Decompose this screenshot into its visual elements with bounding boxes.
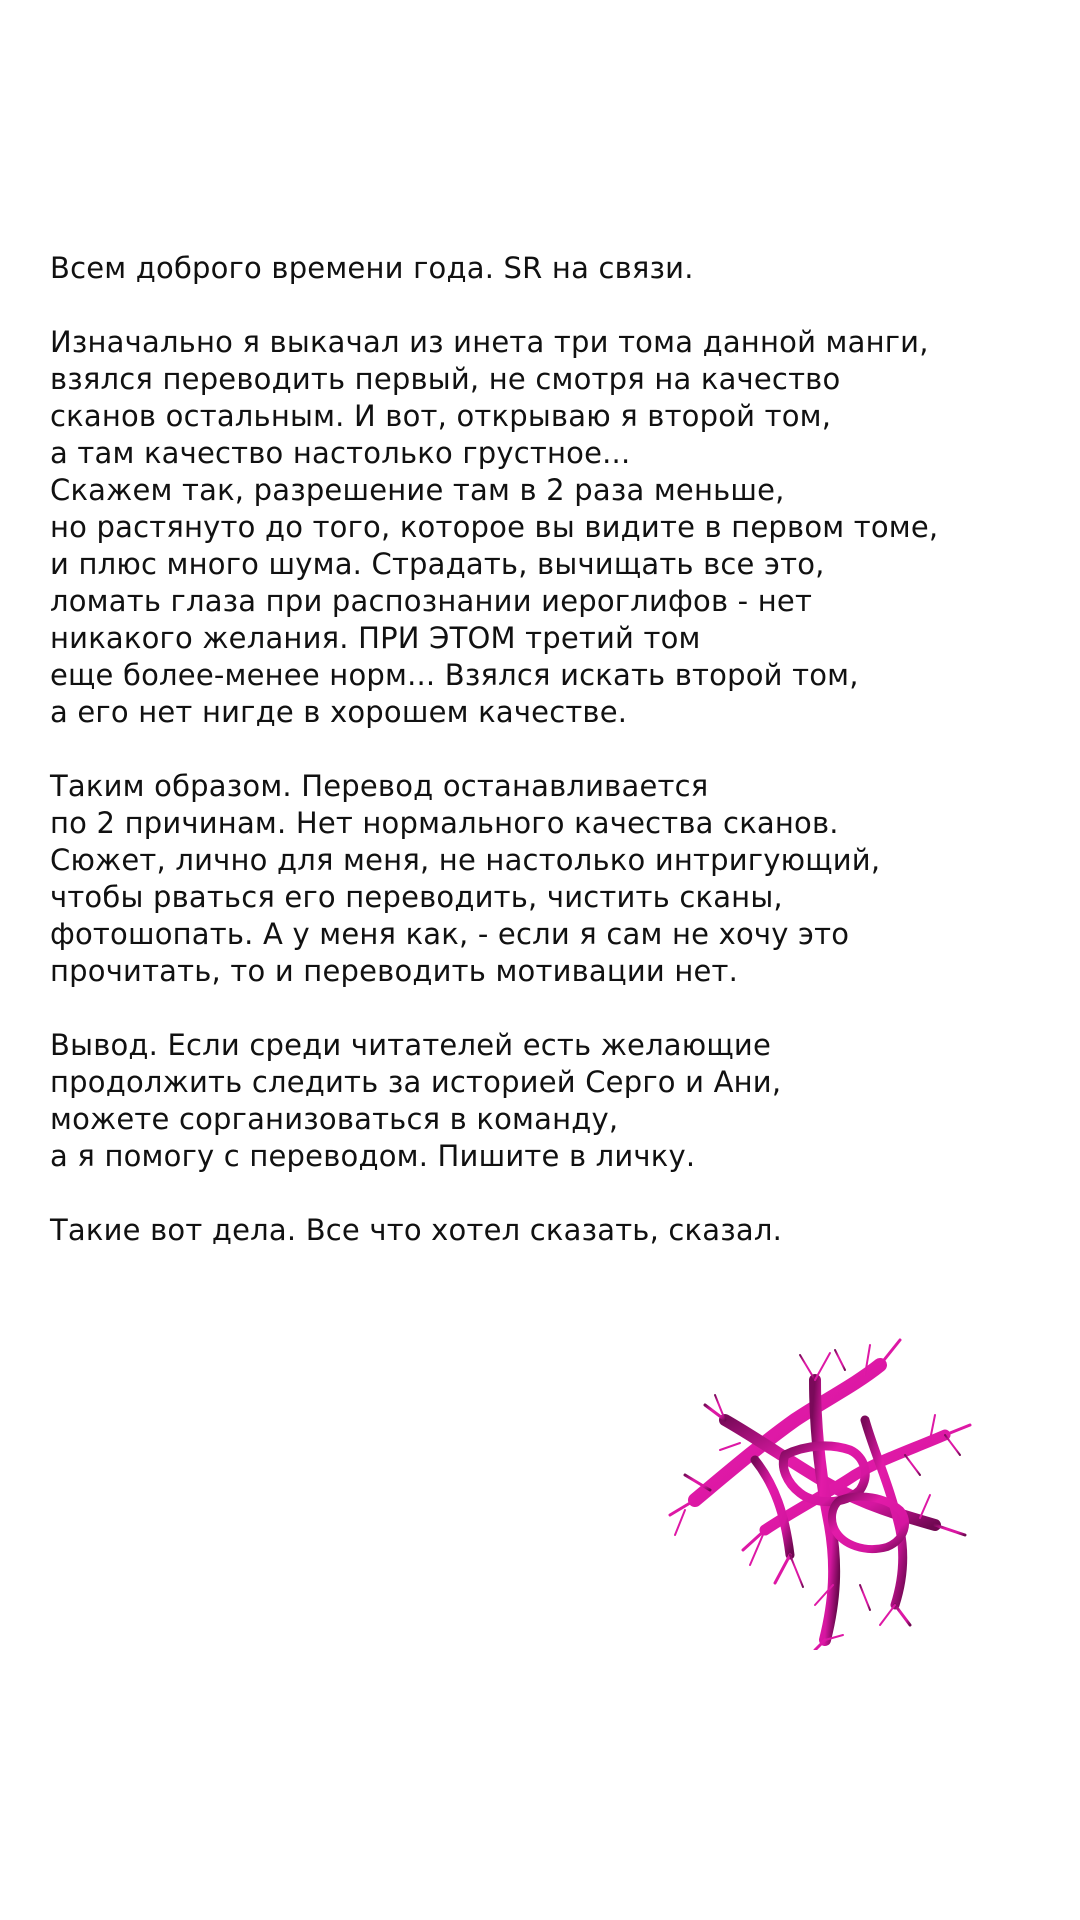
text-line: фотошопать. А у меня как, - если я сам не хочу это — [50, 917, 850, 951]
greeting-line: Всем доброго времени года. SR на связи. — [50, 251, 694, 285]
text-line: продолжить следить за историей Серго и Ани, — [50, 1065, 782, 1099]
text-line: чтобы рваться его переводить, чистить сканы, — [50, 880, 783, 914]
text-line: Изначально я выкачал из инета три тома данной манги, — [50, 325, 929, 359]
text-line: а его нет нигде в хорошем качестве. — [50, 695, 628, 729]
closing-paragraph — [50, 1212, 1050, 1249]
text-line: никакого желания. ПРИ ЭТОМ третий том — [50, 621, 701, 655]
thorny-sr-logo-icon — [665, 1325, 975, 1650]
text-line: ломать глаза при распознании иероглифов - нет — [50, 584, 813, 618]
paragraph-reasons — [50, 768, 1050, 990]
greeting-paragraph — [50, 250, 1050, 287]
paragraph-conclusion — [50, 1027, 1050, 1175]
text-line: по 2 причинам. Нет нормального качества сканов. — [50, 806, 839, 840]
closing-line: Такие вот дела. Все что хотел сказать, сказал. — [50, 1213, 782, 1247]
text-line: прочитать, то и переводить мотивации нет. — [50, 954, 739, 988]
text-line: еще более-менее норм... Взялся искать второй том, — [50, 658, 859, 692]
text-line: Таким образом. Перевод останавливается — [50, 769, 709, 803]
text-line: Скажем так, разрешение там в 2 раза меньше, — [50, 473, 785, 507]
text-line: а я помогу с переводом. Пишите в личку. — [50, 1139, 696, 1173]
text-line: а там качество настолько грустное... — [50, 436, 631, 470]
text-line: Сюжет, лично для меня, не настолько интригующий, — [50, 843, 881, 877]
text-line: можете сорганизоваться в команду, — [50, 1102, 619, 1136]
text-line: Вывод. Если среди читателей есть желающие — [50, 1028, 771, 1062]
paragraph-volumes — [50, 324, 1050, 731]
text-line: сканов остальным. И вот, открываю я второй том, — [50, 399, 832, 433]
text-line: и плюс много шума. Страдать, вычищать все это, — [50, 547, 825, 581]
text-line: взялся переводить первый, не смотря на качество — [50, 362, 841, 396]
translator-note — [50, 250, 1050, 1286]
text-line: но растянуто до того, которое вы видите в первом томе, — [50, 510, 939, 544]
